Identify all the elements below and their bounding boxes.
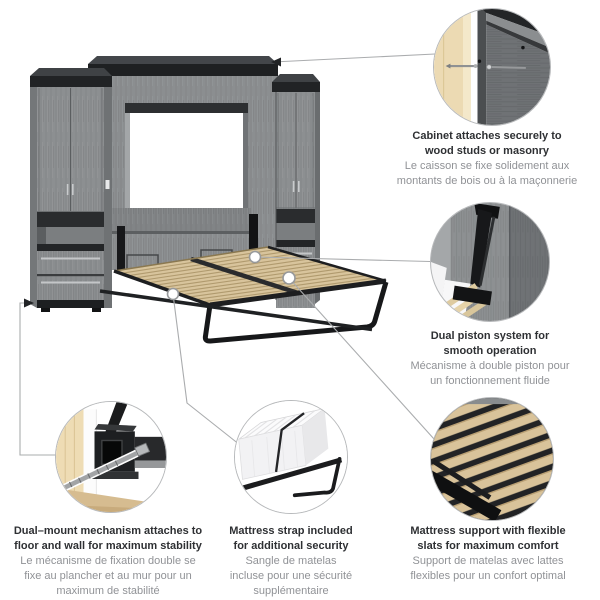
callout-circle-cabinet-attach [433,8,551,126]
callout-subtitle-line: Le caisson se fixe solidement aux [404,160,570,172]
callout-title-line: floor and wall for maximum stability [14,540,202,552]
callout-subtitle-line: Le mécanisme de fixation double se [20,555,196,567]
callout-subtitle-line: incluse pour une sécurité [229,570,353,582]
callout-text-strap [196,524,386,599]
callout-text-piston [370,329,600,389]
callout-text-cabinet-attach [374,129,600,189]
piston-detail-illustration [431,203,549,321]
slats-detail-illustration [431,398,553,520]
callout-title-line: Dual–mount mechanism attaches to [13,525,203,537]
callout-title-line: Cabinet attaches securely to [412,130,562,142]
callout-circle-strap [234,400,348,514]
callout-subtitle-line: supplémentaire [253,585,329,597]
callout-subtitle-line: Sangle de matelas [245,555,337,567]
callout-circle-slats [430,397,554,521]
cabinet-attach-detail-illustration [434,9,550,125]
callout-title-line: smooth operation [443,345,537,357]
callout-circle-dual-mount [55,401,167,513]
callout-subtitle-line: un fonctionnement fluide [430,375,550,387]
left-storage-tower [30,68,112,312]
callout-title-line: Dual piston system for [430,330,550,342]
callout-subtitle-line: maximum de stabilité [56,585,160,597]
strap-detail-illustration [235,401,347,513]
callout-subtitle-line: Support de matelas avec lattes [412,555,564,567]
callout-title-line: wood studs or masonry [424,145,550,157]
callout-title-line: Mattress strap included [229,525,353,537]
callout-title-line: Mattress support with flexible [410,525,566,537]
callout-circle-piston [430,202,550,322]
callout-subtitle-line: fixe au plancher et au mur pour un [24,570,192,582]
callout-title-line: slats for maximum comfort [417,540,559,552]
dual-mount-detail-illustration [56,402,166,512]
callout-subtitle-line: montants de bois ou à la maçonnerie [396,175,578,187]
callout-subtitle-line: flexibles pour un confort optimal [410,570,566,582]
callout-subtitle-line: Mécanisme à double piston pour [410,360,570,372]
callout-title-line: for additional security [233,540,349,552]
callout-text-slats [376,524,600,584]
callout-text-dual-mount [0,524,216,599]
